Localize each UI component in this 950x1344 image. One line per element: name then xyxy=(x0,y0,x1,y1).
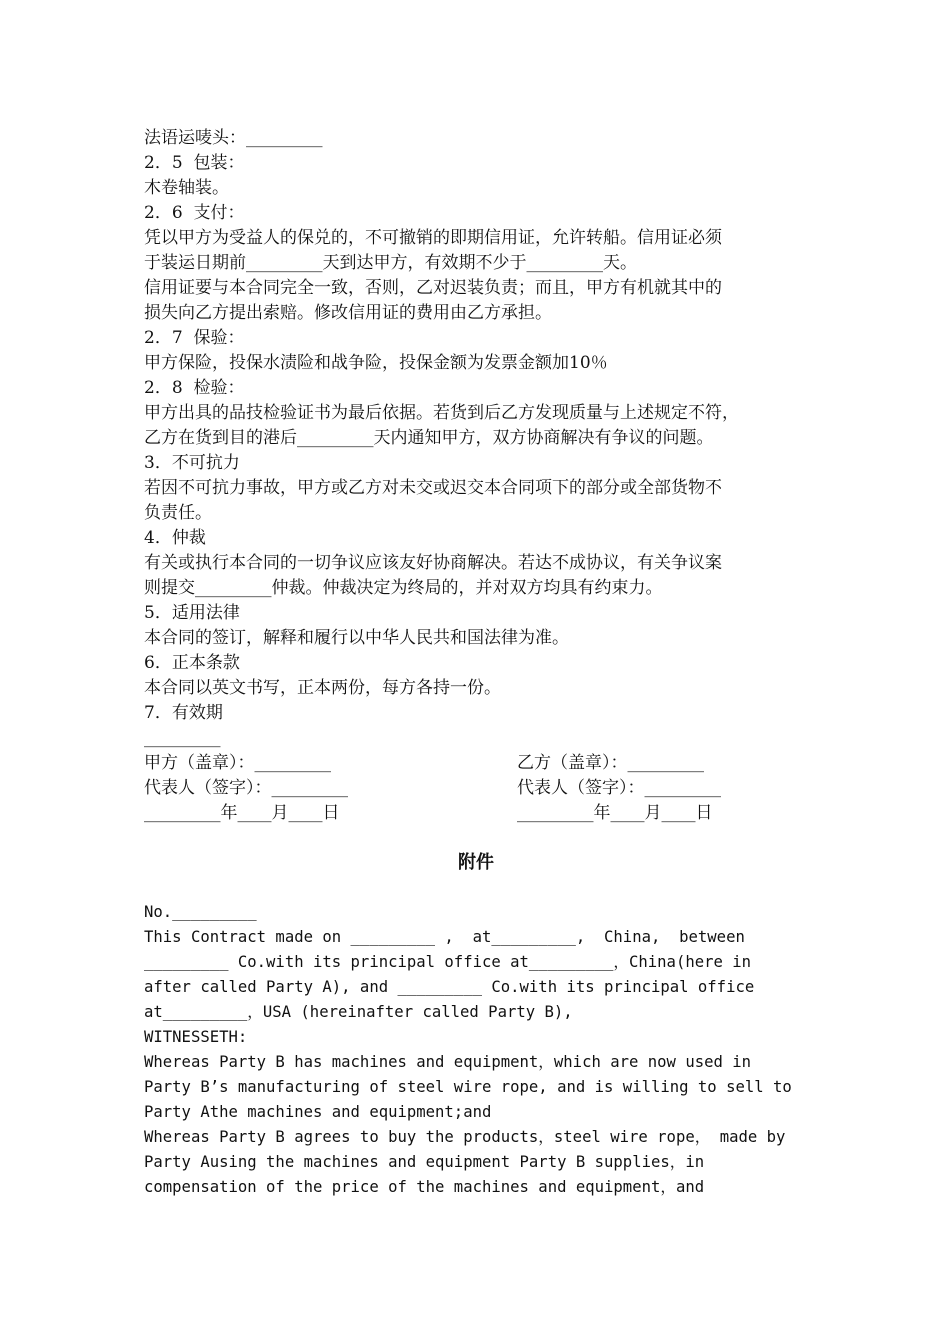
annex-paragraph-line: after called Party A), and _________ Co.with its principal office xyxy=(144,978,755,996)
packing-text: 木卷轴装。 xyxy=(144,178,229,198)
annex-body xyxy=(144,900,808,1200)
applicable-law-text: 本合同的签订，解释和履行以中华人民共和国法律为准。 xyxy=(144,628,569,648)
contract-number-line: No._________ xyxy=(144,903,257,921)
inspection-text: 乙方在货到目的港后_________天内通知甲方，双方协商解决有争议的问题。 xyxy=(144,428,714,448)
clause-5-heading: 5．适用法律 xyxy=(144,603,240,623)
annex-paragraph-line: This Contract made on _________ , at_________, China, between xyxy=(144,928,745,946)
annex-paragraph-line: compensation of the price of the machines and equipment，and xyxy=(144,1178,705,1196)
annex-paragraph-line: Whereas Party B agrees to buy the products，steel wire rope， made by xyxy=(144,1128,786,1146)
witnesseth-heading: WITNESSETH: xyxy=(144,1028,248,1046)
annex-paragraph-line: Whereas Party B has machines and equipment，which are now used in xyxy=(144,1053,752,1071)
clause-2-7-heading: 2．7 保验： xyxy=(144,328,245,348)
party-b-representative: 代表人（签字）：_________ xyxy=(517,778,721,798)
payment-text: 凭以甲方为受益人的保兑的，不可撤销的即期信用证，允许转船。信用证必须 xyxy=(144,228,722,248)
payment-text: 于装运日期前_________天到达甲方，有效期不少于_________天。 xyxy=(144,253,637,273)
clause-2-8-heading: 2．8 检验： xyxy=(144,378,245,398)
document-body xyxy=(144,126,808,1200)
clause-6-heading: 6．正本条款 xyxy=(144,653,240,673)
contract-clauses xyxy=(144,126,808,751)
payment-text: 损失向乙方提出索赔。修改信用证的费用由乙方承担。 xyxy=(144,303,552,323)
annex-paragraph-line: at_________，USA (hereinafter called Party B), xyxy=(144,1003,573,1021)
clause-3-heading: 3．不可抗力 xyxy=(144,453,240,473)
representative-row xyxy=(144,776,808,801)
clause-2-5-heading: 2．5 包装： xyxy=(144,153,245,173)
force-majeure-text: 负责任。 xyxy=(144,503,212,523)
annex-paragraph-line: _________ Co.with its principal office at_________，China(here in xyxy=(144,953,752,971)
validity-blank: _________ xyxy=(144,728,221,748)
clause-7-heading: 7．有效期 xyxy=(144,703,223,723)
party-a-representative: 代表人（签字）：_________ xyxy=(144,778,348,798)
clause-4-heading: 4．仲裁 xyxy=(144,528,206,548)
signature-block xyxy=(144,751,808,826)
inspection-text: 甲方出具的品技检验证书为最后依据。若货到后乙方发现质量与上述规定不符， xyxy=(144,403,739,423)
party-a-date: _________年____月____日 xyxy=(144,803,340,823)
arbitration-text: 有关或执行本合同的一切争议应该友好协商解决。若达不成协议，有关争议案 xyxy=(144,553,722,573)
seal-row xyxy=(144,751,808,776)
annex-paragraph-line: Party Ausing the machines and equipment Party B supplies，in xyxy=(144,1153,705,1171)
party-b-seal: 乙方（盖章）：_________ xyxy=(517,753,704,773)
force-majeure-text: 若因不可抗力事故，甲方或乙方对未交或迟交本合同项下的部分或全部货物不 xyxy=(144,478,722,498)
annex-title: 附件 xyxy=(458,852,494,873)
shipping-mark-line: 法语运唛头：_________ xyxy=(144,128,323,148)
clause-2-6-heading: 2．6 支付： xyxy=(144,203,245,223)
insurance-text: 甲方保险，投保水渍险和战争险，投保金额为发票金额加10％ xyxy=(144,353,608,373)
arbitration-text: 则提交_________仲裁。仲裁决定为终局的，并对双方均具有约束力。 xyxy=(144,578,663,598)
annex-paragraph-line: Party Athe machines and equipment;and xyxy=(144,1103,492,1121)
party-b-date: _________年____月____日 xyxy=(517,803,713,823)
original-copies-text: 本合同以英文书写，正本两份，每方各持一份。 xyxy=(144,678,501,698)
annex-paragraph-line: Party B’s manufacturing of steel wire rope, and is willing to sell to xyxy=(144,1078,792,1096)
payment-text: 信用证要与本合同完全一致，否则，乙对迟装负责；而且，甲方有机就其中的 xyxy=(144,278,722,298)
party-a-seal: 甲方（盖章）：_________ xyxy=(144,753,331,773)
date-row xyxy=(144,801,808,826)
